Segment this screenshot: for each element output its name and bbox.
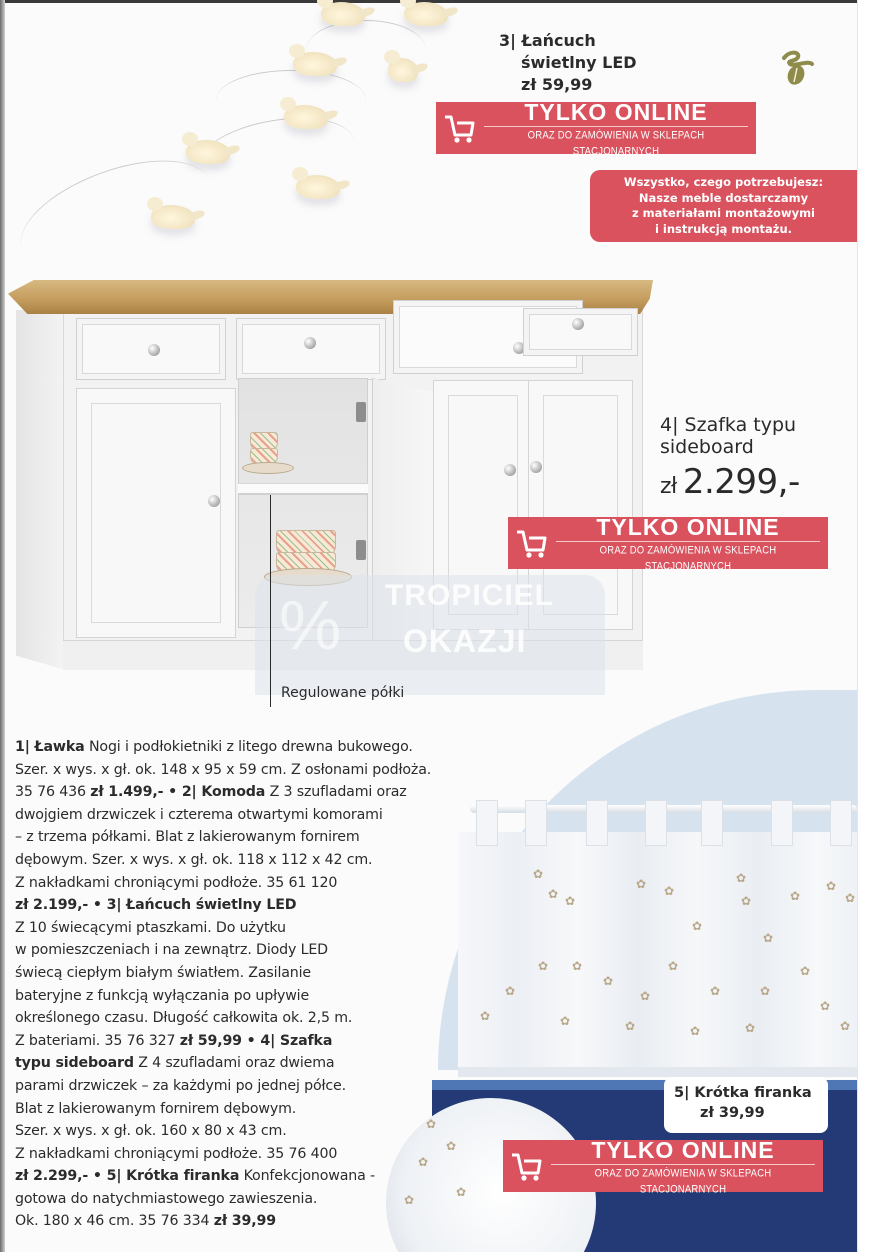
info-line: z materiałami montażowymi — [631, 206, 816, 220]
coffee-bean-logo-icon — [778, 48, 818, 88]
online-banner-subtitle: ORAZ DO ZAMÓWIENIA W SKLEPACH STACJONARNYCH — [594, 1166, 772, 1196]
bird-light-icon — [186, 140, 230, 164]
description-line: parami drzwiczek – za każdymi po jednej półce. — [15, 1077, 346, 1094]
description-line: 35 76 436 zł 1.499,- • 2| Komoda Z 3 szufladami oraz — [15, 784, 407, 801]
led-bird-chain-image — [6, 0, 446, 270]
info-line: Wszystko, czego potrzebujesz: — [623, 175, 824, 189]
shopping-cart-icon — [436, 102, 484, 154]
online-banner-title: TYLKO ONLINE — [484, 99, 748, 127]
description-line: Blat z lakierowanym fornirem dębowym. — [15, 1100, 297, 1117]
online-only-banner-led — [436, 98, 756, 158]
description-line: Z bateriami. 35 76 327 zł 59,99 • 4| Szafka — [15, 1032, 333, 1049]
sideboard-price: zł 2.299,- — [660, 462, 800, 502]
product-description — [15, 736, 430, 1233]
sideboard-callout — [660, 414, 860, 507]
shopping-cart-icon — [508, 517, 556, 569]
shopping-cart-icon — [503, 1140, 551, 1192]
page-right-margin — [857, 0, 875, 1252]
description-line: świecą ciepłym białym światłem. Zasilanie — [15, 964, 311, 981]
watermark: % TROPICIEL OKAZJI — [255, 575, 605, 695]
description-line: zł 2.299,- • 5| Krótka firanka Konfekcjonowana - — [15, 1168, 375, 1185]
sideboard-name-line2: sideboard — [660, 436, 754, 458]
curtain-callout-price: zł 39,99 — [700, 1105, 765, 1121]
bird-light-icon — [296, 175, 340, 199]
description-line: Ok. 180 x 46 cm. 35 76 334 zł 39,99 — [15, 1213, 276, 1230]
bird-light-icon — [293, 52, 337, 76]
description-line: zł 2.199,- • 3| Łańcuch świetlny LED — [15, 897, 297, 914]
description-line: w pomieszczeniach i na zewnątrz. Diody LED — [15, 942, 328, 959]
led-callout-price: zł 59,99 — [521, 75, 593, 94]
bird-light-icon — [284, 105, 328, 129]
online-only-banner-sideboard — [508, 513, 828, 573]
bird-light-icon — [388, 58, 418, 82]
catalog-page: 3| Łańcuch świetlny LED zł 59,99 TYLKO ONLINE ORAZ DO ZAMÓWIENIA W SKLEPACH STACJONARNYCH Wszystko, czego potrzebujesz: Nasze meble dostarczamy z materiałami montażowymi i instrukcją montażu. TYLKO ONLINE ORAZ DO ZAMÓWIENIA W SKLEPACH STACJONARNYCH 4| Szafka typu sideboard zł 2.299,- % TROPICIEL OKAZJI Regulowane półki ✿ ✿ ✿ ✿ ✿ ✿ ✿ ✿ ✿ ✿ ✿ ✿ ✿ ✿ ✿ ✿ ✿ ✿ ✿ ✿ ✿ ✿ ✿ ✿ ✿ ✿ ✿ ✿ ✿ ✿ ✿ ✿ ✿ 5| Krótka firanka zł 39,99 TYLKO ONLINE ORAZ DO ZAMÓWIENIA W SKLEPACH STACJONARNYCH 1| Ławka Nogi i podłokietniki z litego drewna bukowego. Szer. x wys. x gł. ok. 148 x 95 x 59 cm. Z osłonami podłoża. 35 76 436 zł 1.499,- • 2| Komoda Z 3 szufladami oraz dwojgiem drzwiczek i czterema otwartymi komorami – z trzema półkami. Blat z lakierowanym fornirem dębowym. Szer. x wys. x gł. ok. 118 x 112 x 42 cm. Z nakładkami chroniącymi podłoże. 35 61 120 zł 2.199,- • 3| Łańcuch świetlny LED Z 10 świecącymi ptaszkami. Do użytku w pomieszczeniach i na zewnątrz. Diody LED świecą ciepłym białym światłem. Zasilanie bateryjne z funkcją wyłączania po upływie określonego czasu. Długość całkowita ok. 2,5 m. Z bateriami. 35 76 327 zł 59,99 • 4| Szafka typu sideboard Z 4 szufladami oraz dwiema parami drzwiczek – za każdymi po jednej półce. Blat z lakierowanym fornirem dębowym. Szer. x wys. x gł. ok. 160 x 80 x 43 cm. Z nakładkami chroniącymi podłoże. 35 76 400 zł 2.299,- • 5| Krótka firanka Konfekcjonowana - gotowa do natychmiastowego zawieszenia. Ok. 180 x 46 cm. 35 76 334 zł 39,99 — [0, 0, 875, 1252]
sideboard-name-line1: 4| Szafka typu — [660, 414, 797, 436]
shelf-pointer-line — [270, 495, 271, 707]
bird-light-icon — [404, 2, 448, 26]
bird-light-icon — [151, 205, 195, 229]
online-banner-subtitle: ORAZ DO ZAMÓWIENIA W SKLEPACH STACJONARNYCH — [527, 128, 705, 158]
description-line: 1| Ławka Nogi i podłokietniki z litego drewna bukowego. — [15, 739, 413, 755]
curtain-callout — [664, 1077, 828, 1133]
description-line: dwojgiem drzwiczek i czterema otwartymi komorami — [15, 806, 383, 823]
bird-light-icon — [321, 2, 365, 26]
online-banner-title: TYLKO ONLINE — [551, 1137, 815, 1165]
led-chain-callout — [499, 30, 659, 96]
description-line: typu sideboard Z 4 szufladami oraz dwiema — [15, 1055, 335, 1072]
online-only-banner-curtain — [503, 1136, 823, 1196]
online-banner-subtitle: ORAZ DO ZAMÓWIENIA W SKLEPACH STACJONARNYCH — [599, 543, 777, 573]
curtain-callout-name: 5| Krótka firanka — [674, 1085, 812, 1101]
adjustable-shelves-label: Regulowane półki — [281, 685, 405, 701]
description-line: Szer. x wys. x gł. ok. 148 x 95 x 59 cm. Z osłonami podłoża. — [15, 761, 432, 778]
description-line: Z 10 świecącymi ptaszkami. Do użytku — [15, 919, 286, 936]
description-line: gotowa do natychmiastowego zawieszenia. — [15, 1190, 318, 1207]
info-line: Nasze meble dostarczamy — [638, 190, 809, 205]
assembly-info-box — [590, 170, 857, 242]
scan-left-edge — [0, 0, 5, 1252]
description-line: określonego czasu. Długość całkowita ok. 2,5 m. — [15, 1010, 353, 1027]
description-line: – z trzema półkami. Blat z lakierowanym fornirem — [15, 829, 360, 846]
description-line: Szer. x wys. x gł. ok. 160 x 80 x 43 cm. — [15, 1123, 287, 1140]
led-callout-line2: świetlny LED — [521, 53, 637, 72]
curtain-fabric-detail: ✿ ✿ ✿ ✿ ✿ — [386, 1098, 596, 1252]
online-banner-title: TYLKO ONLINE — [556, 514, 820, 542]
description-line: Z nakładkami chroniącymi podłoże. 35 61 120 — [15, 874, 338, 891]
info-line: i instrukcją montażu. — [654, 221, 793, 236]
description-line: Z nakładkami chroniącymi podłoże. 35 76 400 — [15, 1145, 338, 1162]
description-line: bateryjne z funkcją wyłączania po upływie — [15, 987, 310, 1004]
description-line: dębowym. Szer. x wys. x gł. ok. 118 x 112 x 42 cm. — [15, 851, 373, 868]
led-callout-line1: 3| Łańcuch — [499, 31, 596, 50]
